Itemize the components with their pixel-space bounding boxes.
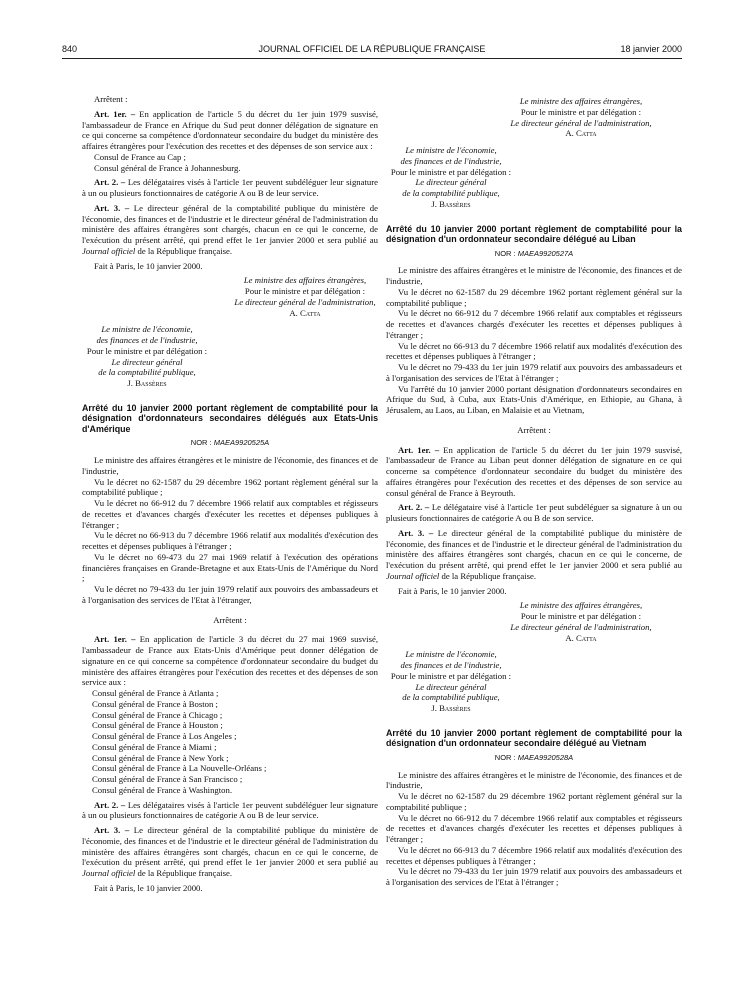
signature-line: Le ministre de l'économie,: [101, 324, 193, 335]
signatory-name: J. Bassères: [431, 703, 471, 713]
article-lead: Art. 2. –: [94, 177, 126, 188]
visa: Vu le décret no 66-912 du 7 décembre 1966 relatif aux comptables et régisseurs de recettes et d'avances chargés d'exécuter les recettes et dépenses publiques à l'étranger ;: [82, 498, 378, 530]
header-rule: [62, 58, 682, 59]
nor-code: MAEA9920527A: [517, 248, 574, 258]
journal-ref: Journal officiel: [82, 245, 136, 256]
consul-line: Consul général de France à Johannesburg.: [94, 162, 241, 173]
article-1: [82, 634, 378, 688]
article-3: [82, 203, 378, 257]
signature-line: Le ministre de l'économie,: [405, 649, 497, 660]
article-lead: Art. 3. –: [94, 202, 130, 213]
visa: Vu le décret no 62-1587 du 29 décembre 1962 portant règlement général sur la comptabilité publique ;: [82, 476, 378, 498]
arretent-heading: Arrêtent :: [213, 614, 247, 625]
nor-reference: [386, 753, 682, 764]
article-lead: Art. 1er. –: [398, 444, 440, 455]
article-text: Les délégataires visés à l'article 1er peuvent subdéléguer leur signature à un ou plusieurs fonctionnaires de catégorie A ou B de leur service.: [82, 177, 378, 198]
visa: Vu le décret no 66-913 du 7 décembre 1966 relatif aux modalités d'exécution des recettes et dépenses publiques à l'étranger ;: [386, 340, 682, 362]
nor-reference: [82, 438, 378, 449]
article-text: En application de l'article 5 du décret du 1er juin 1979 susvisé, l'ambassadeur de France au Liban peut donner délégation de signature en ce qui concerne sa compétence d'ordonnateur secondaire du budget du ministère des affaires étrangères pour l'exécution des recettes et des dépenses de son service au consul général de France à Beyrouth.: [386, 444, 683, 498]
preamble: Le ministre des affaires étrangères et le ministre de l'économie, des finances et de l'industrie,: [386, 769, 682, 791]
list-item: Consul général de France à Atlanta ;: [92, 688, 219, 698]
left-column: [82, 94, 378, 894]
signature-block-mae: [496, 96, 666, 139]
article-lead: Art. 3. –: [94, 825, 130, 835]
page-header: [62, 44, 682, 58]
list-item: Consul général de France à Miami ;: [92, 741, 217, 752]
arrete-title: Arrêté du 10 janvier 2000 portant règlement de comptabilité pour la désignation d'ordonnateurs secondaires délégués aux Etats-Unis d'Amérique: [82, 402, 378, 434]
signature-line: Pour le ministre et par délégation :: [520, 611, 642, 621]
journal-ref: Journal officiel: [386, 570, 440, 581]
visa: Vu le décret no 79-433 du 1er juin 1979 relatif aux pouvoirs des ambassadeurs et à l'organisation des services de l'Etat à l'étranger,: [82, 584, 378, 605]
signature-block-mae: [496, 600, 666, 643]
visa: Vu le décret no 62-1587 du 29 décembre 1962 portant règlement général sur la comptabilité publique ;: [386, 286, 682, 308]
signature-line: de la comptabilité publique,: [402, 692, 500, 703]
article-3: [386, 528, 682, 582]
article-end: de la République française.: [441, 570, 537, 581]
signature-line: Pour le ministre et par délégation :: [244, 286, 366, 296]
signature-line: Le directeur général de l'administration,: [234, 296, 376, 307]
signature-line: Le ministre de l'économie,: [405, 145, 497, 155]
signature-line: des finances et de l'industrie,: [400, 660, 502, 670]
article-lead: Art. 1er. –: [94, 108, 136, 119]
article-end: de la République française.: [137, 868, 233, 878]
signatory-name: A. Catta: [289, 307, 321, 318]
visa: Vu le décret no 66-912 du 7 décembre 1966 relatif aux comptables et régisseurs de recettes et d'avances chargés d'exécuter les recettes et dépenses publiques à l'étranger ;: [386, 812, 682, 844]
nor-code: MAEA9920528A: [517, 752, 574, 762]
article-1: [386, 445, 682, 499]
signature-line: Le ministre des affaires étrangères,: [243, 275, 367, 286]
signature-line: Le directeur général: [415, 177, 487, 188]
nor-label: NOR :: [494, 248, 516, 258]
article-1: [82, 109, 378, 152]
signature-block-finance: [386, 145, 516, 210]
preamble: Le ministre des affaires étrangères et le ministre de l'économie, des finances et de l'industrie,: [386, 265, 682, 286]
right-column: [386, 96, 682, 888]
nor-label: NOR :: [494, 752, 516, 762]
visa: Vu le décret no 66-912 du 7 décembre 1966 relatif aux comptables et régisseurs de recettes et d'avances chargés d'exécuter les recettes et dépenses publiques à l'étranger ;: [386, 308, 682, 340]
consul-list: [82, 688, 378, 796]
signature-block-finance: [82, 324, 212, 389]
visa: Vu le décret no 79-433 du 1er juin 1979 relatif aux pouvoirs des ambassadeurs et à l'organisation des services de l'Etat à l'étranger ;: [386, 866, 682, 887]
signatory-name: J. Bassères: [431, 198, 471, 209]
visa: Vu le décret no 66-913 du 7 décembre 1966 relatif aux modalités d'exécution des recettes et dépenses publiques à l'étranger ;: [386, 844, 682, 866]
visa: Vu le décret no 69-473 du 27 mai 1969 relatif à l'exécution des opérations financières françaises en Grande-Bretagne et aux Etats-Unis de l'Amérique du Nord ;: [82, 551, 378, 584]
signatory-name: A. Catta: [565, 128, 597, 139]
article-2: [82, 800, 378, 822]
signature-line: des finances et de l'industrie,: [96, 335, 198, 345]
nor-reference: [386, 249, 682, 260]
article-text: Le délégataire visé à l'article 1er peut subdéléguer sa signature à un ou plusieurs fonctionnaires de catégorie A ou B de son service.: [386, 502, 682, 523]
nor-label: NOR :: [190, 438, 212, 448]
article-lead: Art. 2. –: [398, 502, 430, 513]
signature-line: de la comptabilité publique,: [402, 188, 500, 198]
article-2: [82, 177, 378, 199]
signature-line: Pour le ministre et par délégation :: [86, 345, 208, 356]
article-text: Le directeur général de la comptabilité publique du ministère de l'économie, des finances et de l'industrie et le directeur général de l'administration du ministère des affaires étrangères sont chargés, chacun en ce qui le concerne, de l'exécution du présent arrêté, qui prend effet le 1er janvier 2000 et sera publié au: [82, 825, 379, 868]
signature-line: Le directeur général: [415, 681, 487, 692]
arretent-heading: Arrêtent :: [517, 424, 551, 435]
article-text: Le directeur général de la comptabilité publique du ministère de l'économie, des finances et de l'industrie et le directeur général de l'administration du ministère des affaires étrangères sont chargés, chacun en ce qui le concerne, de l'exécution du présent arrêté, qui prend effet le 1er janvier 2000 et sera publié au: [386, 527, 683, 570]
article-lead: Art. 1er. –: [94, 634, 136, 645]
issue-date: 18 janvier 2000: [620, 44, 682, 54]
list-item: Consul général de France à New York ;: [92, 752, 229, 763]
list-item: Consul général de France à Houston ;: [92, 720, 223, 731]
signatory-name: A. Catta: [565, 632, 597, 643]
visa: Vu le décret no 79-433 du 1er juin 1979 relatif aux pouvoirs des ambassadeurs et à l'organisation des services de l'Etat à l'étranger ;: [386, 362, 682, 383]
signature-line: Le ministre des affaires étrangères,: [519, 96, 643, 106]
signature-line: Pour le ministre et par délégation :: [390, 670, 512, 681]
list-item: Consul général de France à Boston ;: [92, 698, 218, 709]
article-text: En application de l'article 5 du décret du 1er juin 1979 susvisé, l'ambassadeur de France en Afrique du Sud peut donner délégation de signature en ce qui concerne sa compétence d'ordonnateur secondaire du budget du ministère des affaires étrangères pour l'exécution des recettes et des dépenses de son service aux :: [82, 108, 379, 151]
list-item: Consul général de France à Chicago ;: [92, 709, 223, 720]
list-item: Consul général de France à Washington.: [92, 784, 233, 795]
journal-title: JOURNAL OFFICIEL DE LA RÉPUBLIQUE FRANÇAISE: [258, 44, 486, 54]
signature-line: de la comptabilité publique,: [98, 367, 196, 378]
signature-block-mae: [232, 275, 378, 318]
signature-block-finance: [386, 649, 516, 714]
article-text: Le directeur général de la comptabilité publique du ministère de l'économie, des finances et de l'industrie et le directeur général de l'administration du ministère des affaires étrangères sont chargés, chacun en ce qui le concerne, de l'exécution du présent arrêté, qui prend effet le 1er janvier 2000 et sera publié au: [82, 202, 379, 245]
visa: Vu le décret no 66-913 du 7 décembre 1966 relatif aux modalités d'exécution des recettes et dépenses publiques à l'étranger ;: [82, 530, 378, 551]
signature-line: des finances et de l'industrie,: [400, 155, 502, 166]
signature-line: Pour le ministre et par délégation :: [390, 166, 512, 177]
signing-date: Fait à Paris, le 10 janvier 2000.: [398, 585, 507, 596]
article-text: En application de l'article 3 du décret du 27 mai 1969 susvisé, l'ambassadeur de France aux Etats-Unis d'Amérique peut donner délégation de signature en ce qui concerne sa compétence d'ordonnateur secondaire du budget du ministère des affaires étrangères pour l'exécution des recettes et des dépenses de son service aux :: [82, 634, 378, 688]
signing-date: Fait à Paris, le 10 janvier 2000.: [94, 882, 203, 893]
preamble: Le ministre des affaires étrangères et le ministre de l'économie, des finances et de l'industrie,: [82, 455, 378, 476]
signature-line: Le ministre des affaires étrangères,: [519, 600, 643, 611]
arrete-title: Arrêté du 10 janvier 2000 portant règlement de comptabilité pour la désignation d'un ordonnateur secondaire délégué au Liban: [386, 223, 682, 244]
signature-line: Pour le ministre et par délégation :: [520, 106, 642, 117]
list-item: Consul général de France à La Nouvelle-Orléans ;: [92, 763, 267, 774]
arrete-title: Arrêté du 10 janvier 2000 portant règlement de comptabilité pour la désignation d'un ordonnateur secondaire délégué au Vietnam: [386, 727, 682, 749]
nor-code: MAEA9920525A: [213, 438, 270, 448]
signature-line: Le directeur général de l'administration,: [510, 117, 652, 128]
visa: Vu le décret no 62-1587 du 29 décembre 1962 portant règlement général sur la comptabilité publique ;: [386, 791, 682, 812]
signature-line: Le directeur général: [111, 356, 183, 367]
signatory-name: J. Bassères: [127, 378, 167, 388]
article-3: [82, 825, 378, 879]
consul-line: Consul de France au Cap ;: [94, 151, 186, 162]
article-end: de la République française.: [137, 245, 233, 256]
article-text: Les délégataires visés à l'article 1er peuvent subdéléguer leur signature à un ou plusieurs fonctionnaires de catégorie A ou B de leur service.: [82, 799, 378, 821]
visa: Vu l'arrêté du 10 janvier 2000 portant désignation d'ordonnateurs secondaires en Afrique du Sud, à Cuba, aux Etats-Unis d'Amérique, en Ethiopie, au Ghana, à Jérusalem, au Laos, au Liban, en Malaisie et au Vietnam,: [386, 383, 682, 415]
list-item: Consul général de France à San Francisco ;: [92, 774, 243, 784]
page-number: 840: [62, 44, 78, 54]
article-lead: Art. 3. –: [398, 527, 434, 538]
article-2: [386, 502, 682, 524]
signature-line: Le directeur général de l'administration,: [510, 621, 652, 632]
signing-date: Fait à Paris, le 10 janvier 2000.: [94, 260, 203, 271]
list-item: Consul général de France à Los Angeles ;: [92, 731, 237, 741]
article-lead: Art. 2. –: [94, 799, 126, 810]
journal-ref: Journal officiel: [82, 868, 136, 878]
arretent-heading: Arrêtent :: [94, 94, 128, 104]
